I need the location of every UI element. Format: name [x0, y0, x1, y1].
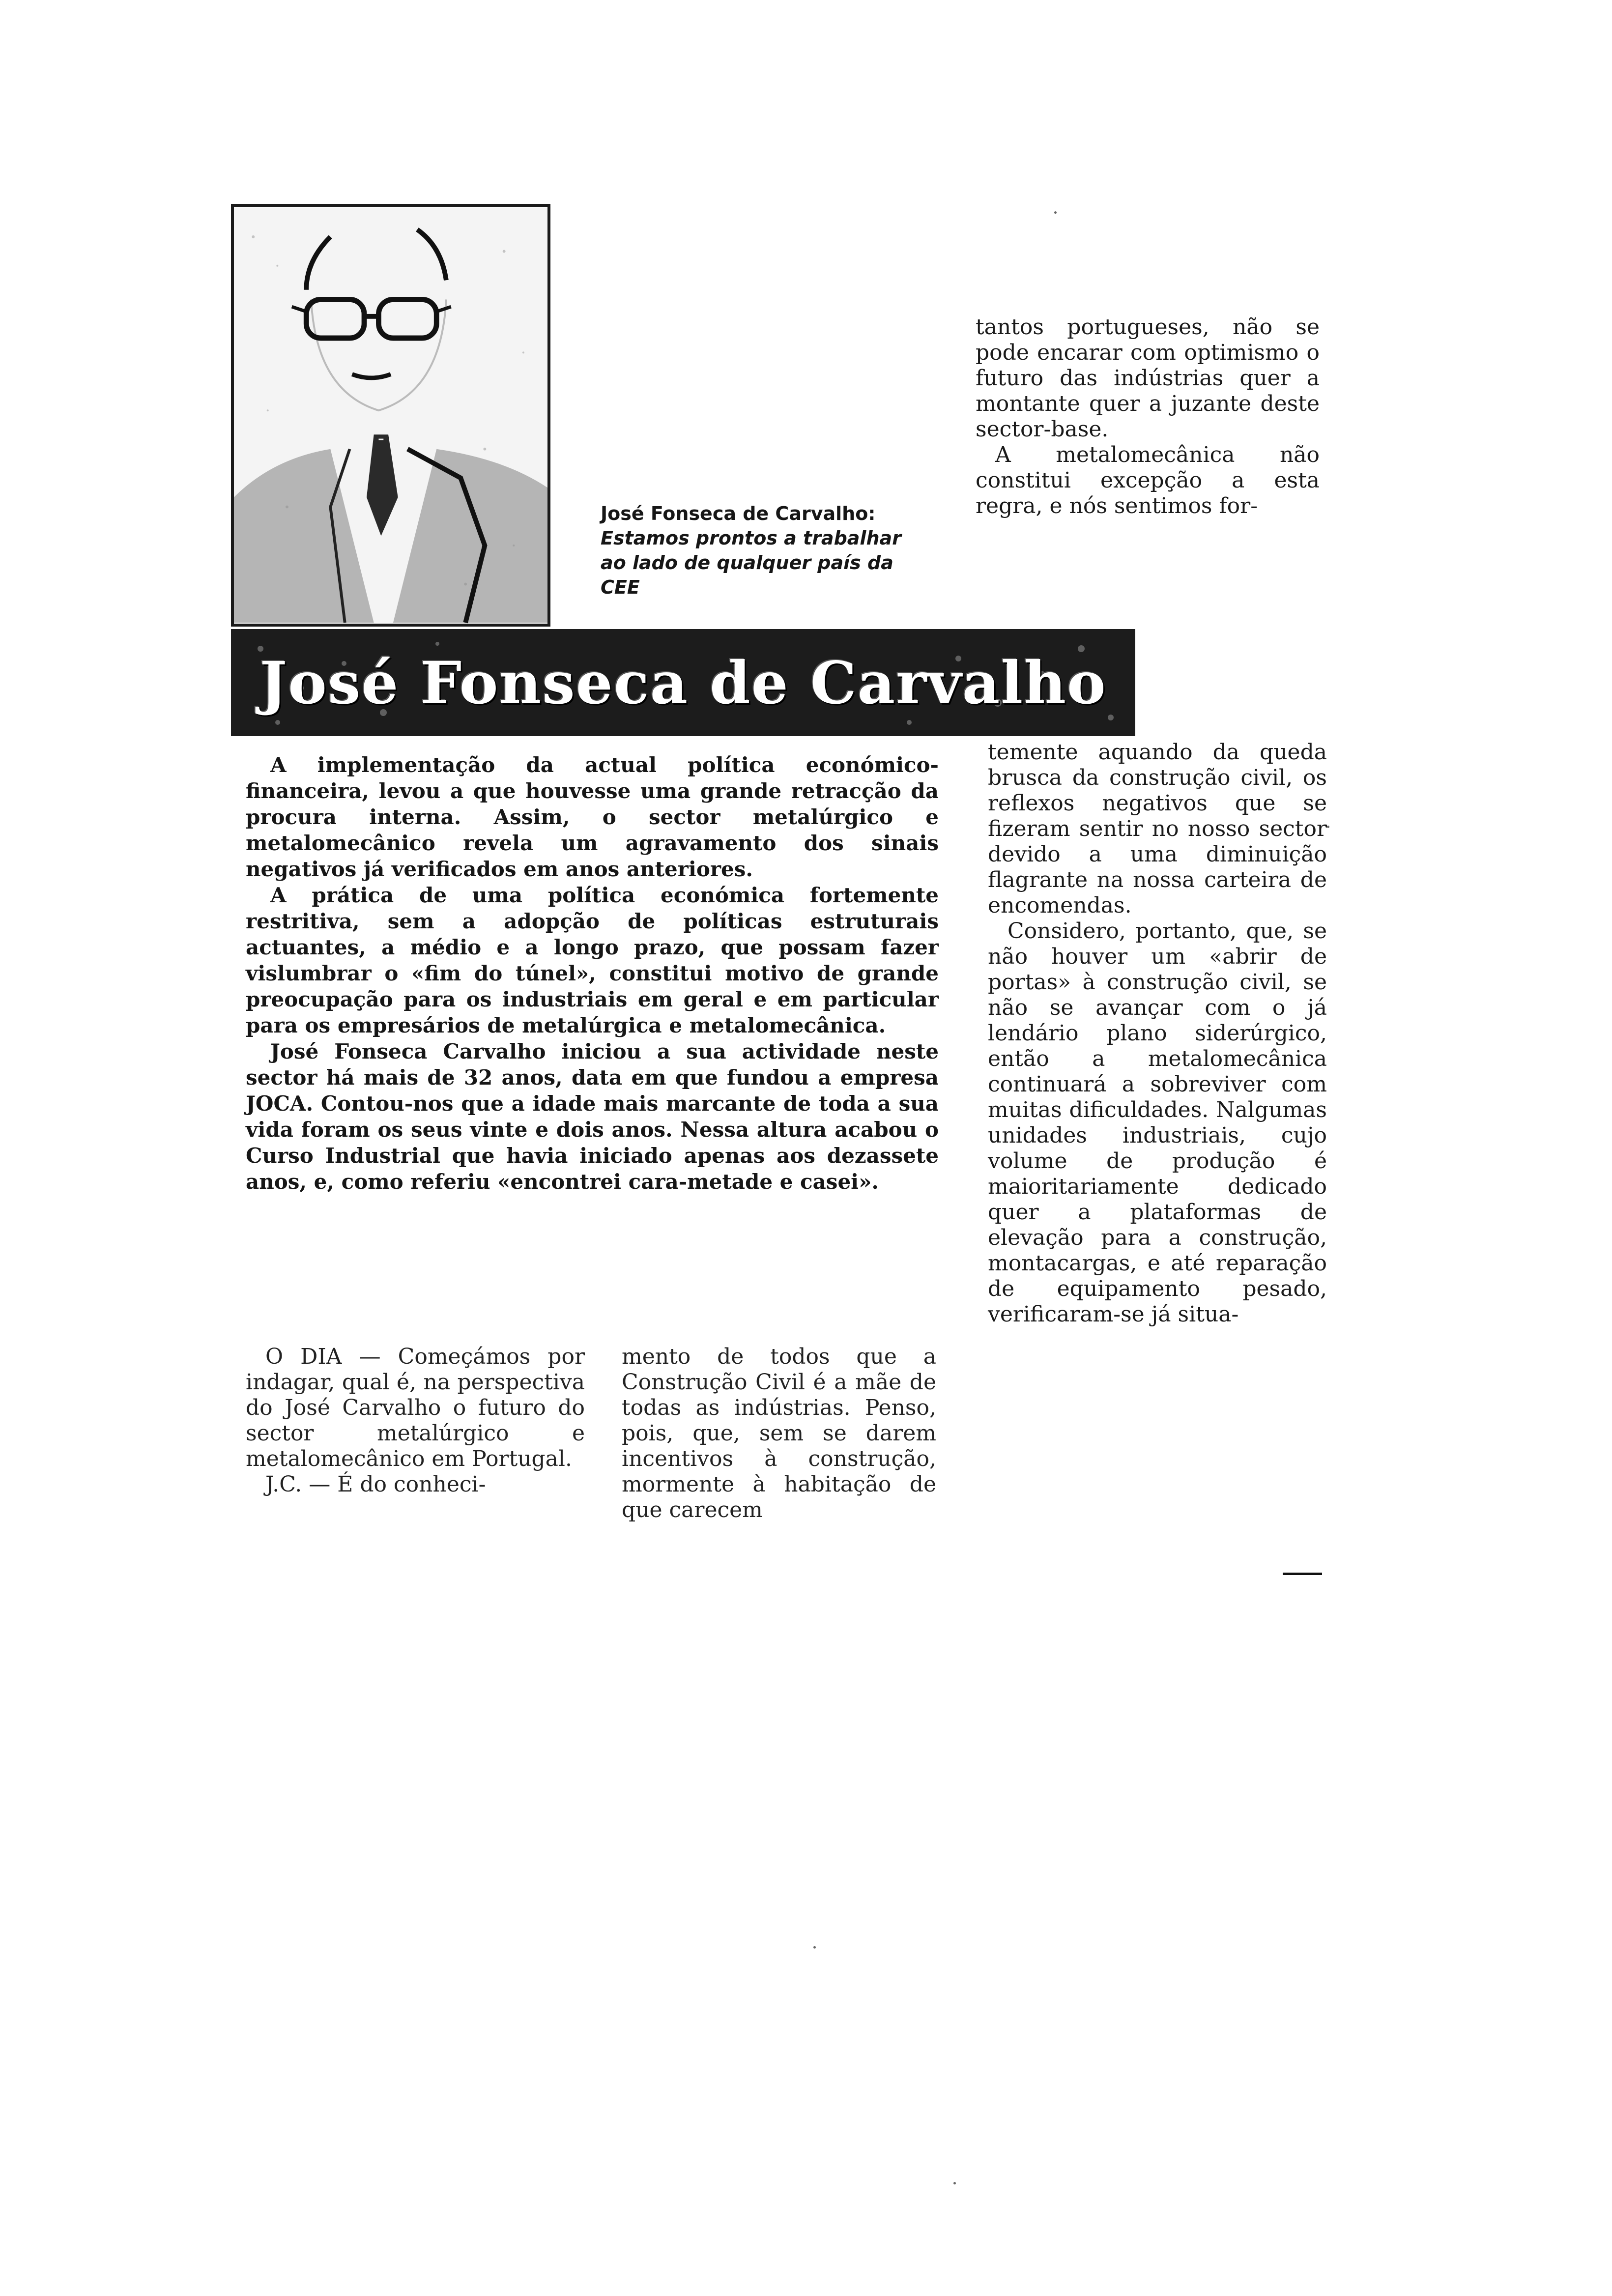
portrait-photo [231, 204, 550, 627]
scan-speck [813, 1946, 816, 1949]
interview-answer-continued: mento de todos que a Construção Civil é a mãe de todas as indústrias. Penso, pois, que, sem se darem incentivos à construção, mormente à habitação de que carecem [622, 1344, 936, 1522]
interview-question: O DIA — Começámos por indagar, qual é, na perspectiva do José Carvalho o futuro do sector metalúrgico e metalomecânico em Portugal. [246, 1344, 585, 1471]
scan-speck [1054, 211, 1057, 214]
headline: José Fonseca de Carvalho [259, 648, 1107, 717]
right-column-top [976, 315, 1320, 519]
article-paragraph: tantos portugueses, não se pode encarar com optimismo o futuro das indústrias quer a montante quer a juzante deste sector-base. [976, 315, 1320, 442]
interview-column-b [622, 1344, 936, 1523]
article-paragraph: A metalomecânica não constitui excepção a esta regra, e nós sentimos for- [976, 442, 1320, 518]
caption-name: José Fonseca de Carvalho: [601, 503, 876, 524]
scan-speck [953, 2182, 956, 2184]
continuation-rule [1283, 1573, 1322, 1575]
photo-caption [601, 501, 920, 600]
interview-column-a [246, 1344, 585, 1497]
article-paragraph: Considero, portanto, que, se não houver um «abrir de portas» à construção civil, se não se avançar com o já lendário plano siderúrgico, então a metalomecânica continuará a sobreviver com muitas dificuldades. Nalgumas unidades industriais, cujo volume de produção é maioritariamente dedicado quer a plataformas de elevação para a construção, montacargas, e até reparação de equipamento pesado, verificaram-se já situa- [988, 918, 1327, 1327]
interview-answer-start: J.C. — É do conheci- [265, 1472, 486, 1497]
portrait-photo-icon [234, 207, 547, 624]
headline-banner [231, 629, 1135, 736]
intro-paragraph: José Fonseca Carvalho iniciou a sua actividade neste sector há mais de 32 anos, data em que fundou a empresa JOCA. Contou-nos que a idade mais marcante de toda a sua vida foram os seus vinte e dois anos. Nessa altura acabou o Curso Industrial que havia iniciado apenas aos dezassete anos, e, como referiu «encontrei cara-metade e casei». [246, 1039, 939, 1194]
article-intro [246, 752, 939, 1195]
intro-paragraph: A prática de uma política económica fortemente restritiva, sem a adopção de políticas estruturais actuantes, a médio e a longo prazo, que possam fazer vislumbrar o «fim do túnel», constitui motivo de grande preocupação para os industriais em geral e em particular para os empresários de metalúrgica e metalomecânica. [246, 883, 939, 1037]
caption-quote: Estamos prontos a trabalhar ao lado de qualquer país da CEE [601, 527, 901, 598]
intro-paragraph: A implementação da actual política económico-financeira, levou a que houvesse uma grande retracção da procura interna. Assim, o sector metalúrgico e metalomecânico revela um agravamento dos sinais negativos já verificados em anos anteriores. [246, 753, 939, 881]
scan-speck [1327, 826, 1329, 828]
article-paragraph: temente aquando da queda brusca da construção civil, os reflexos negativos que se fizeram sentir no nosso sector devido a uma diminuição flagrante na nossa carteira de encomendas. [988, 740, 1327, 918]
right-column-bottom [988, 740, 1327, 1327]
